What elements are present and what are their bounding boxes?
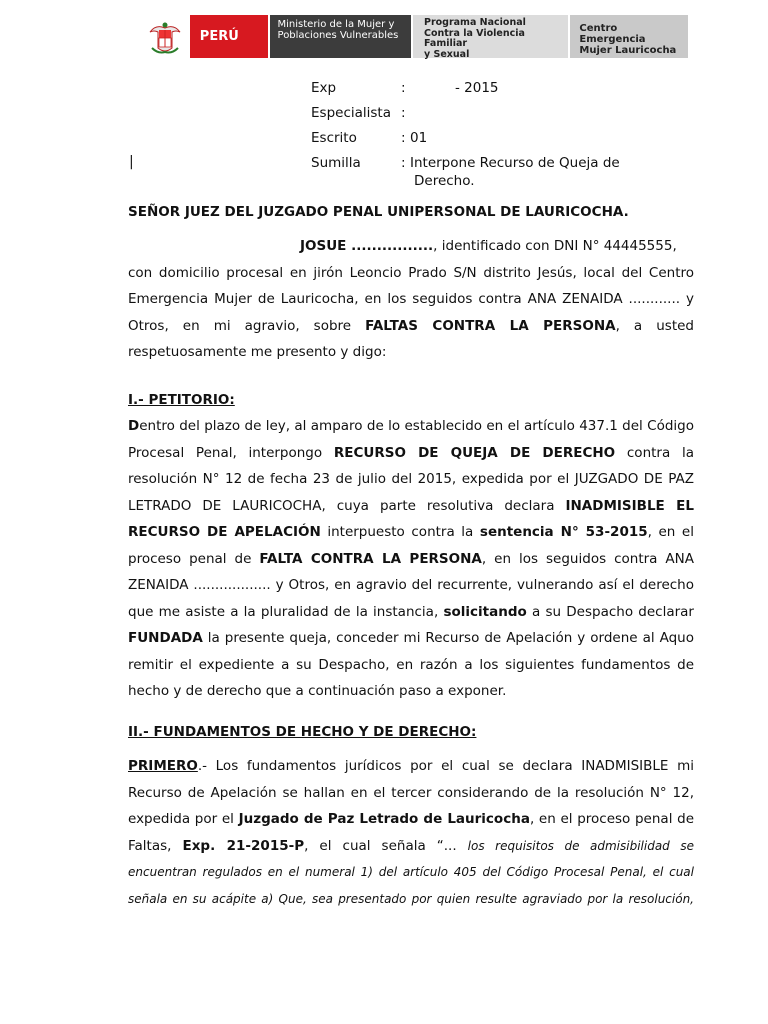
- petitorio-bold: RECURSO DE QUEJA DE DERECHO: [333, 444, 616, 461]
- program-label: [413, 15, 568, 58]
- petitorio-line: [128, 519, 694, 546]
- petitorio-text: entro del plazo de ley, al amparo de lo establecido en el artículo 437.1 del Código: [139, 418, 694, 434]
- fundamentos-quote: los requisitos de admisibilidad se: [467, 838, 694, 853]
- center-line: Centro Emergencia: [579, 23, 646, 45]
- fundamentos-paragraph: [128, 753, 694, 912]
- fundamentos-line: señala en su acápite a) Que, sea presentado por quien resulte agraviado por la resolución,: [128, 891, 694, 906]
- drop-cap: D: [128, 418, 140, 434]
- intro-paragraph: [128, 233, 694, 366]
- petitorio-line: hecho y de derecho que a continuación paso a exponer.: [128, 683, 507, 699]
- petitorio-bold: FALTA CONTRA LA PERSONA: [259, 550, 482, 567]
- intro-text: , a usted: [615, 317, 694, 334]
- petitorio-line: [128, 625, 694, 652]
- petitorio-line: remitir el expediente a su Despacho, en razón a los siguientes fundamentos de: [128, 656, 694, 673]
- center-line: Mujer Lauricocha: [579, 45, 677, 56]
- ministry-line: Poblaciones Vulnerables: [277, 30, 399, 41]
- center-label: [570, 15, 688, 58]
- fundamentos-text: Faltas,: [128, 837, 183, 854]
- petitorio-line: [128, 599, 694, 626]
- exp-colon: :: [401, 80, 406, 96]
- exp-value: - 2015: [455, 80, 499, 96]
- sumilla-value-cont: Derecho.: [414, 173, 475, 189]
- petitorio-text: a su Despacho declarar: [526, 603, 694, 620]
- escrito-colon: :: [401, 130, 406, 146]
- ministry-label: [270, 15, 411, 58]
- text-cursor: |: [129, 154, 134, 170]
- petitorio-bold: sentencia N° 53-2015: [479, 524, 648, 540]
- petitorio-text: la presente queja, conceder mi Recurso de Apelación y ordene al Aquo: [202, 630, 694, 646]
- sumilla-label: Sumilla: [311, 155, 361, 171]
- fundamentos-text: expedida por el: [128, 811, 239, 827]
- petitioner-name: JOSUE ................: [300, 238, 434, 254]
- fundamentos-text: .- Los fundamentos jurídicos por el cual se declara INADMISIBLE mi: [197, 758, 694, 774]
- intro-bold: FALTAS CONTRA LA PERSONA: [365, 317, 616, 334]
- program-line: y Sexual: [423, 48, 470, 60]
- section-1-title: I.- PETITORIO:: [128, 392, 235, 408]
- petitorio-bold: INADMISIBLE EL: [565, 497, 694, 514]
- especialista-colon: :: [401, 105, 406, 121]
- fundamentos-line: Recurso de Apelación se hallan en el tercer considerando de la resolución N° 12,: [128, 784, 694, 801]
- fundamentos-line: [128, 833, 694, 860]
- intro-text: Otros, en mi agravio, sobre: [128, 317, 366, 334]
- program-line: Programa Nacional: [423, 17, 526, 28]
- especialista-label: Especialista: [311, 105, 391, 121]
- sumilla-value: Interpone Recurso de Queja de: [410, 155, 620, 171]
- escrito-label: Escrito: [311, 130, 357, 146]
- petitorio-paragraph: [128, 413, 694, 705]
- petitorio-text: contra la: [615, 444, 694, 461]
- intro-line: [128, 313, 694, 340]
- sumilla-colon: :: [401, 155, 406, 171]
- intro-line: Emergencia Mujer de Lauricocha, en los seguidos contra ANA ZENAIDA ............ y: [128, 291, 694, 307]
- petitorio-text: , en el: [647, 524, 694, 540]
- petitorio-text: proceso penal de: [128, 550, 260, 567]
- intro-line: con domicilio procesal en jirón Leoncio Prado S/N distrito Jesús, local del Centro: [128, 264, 694, 281]
- petitorio-line: [128, 440, 694, 467]
- intro-line: respetuosamente me presento y digo:: [128, 344, 387, 360]
- ministry-line: Ministerio de la Mujer y: [277, 19, 395, 30]
- exp-label: Exp: [311, 80, 337, 96]
- petitorio-line: ZENAIDA .................. y Otros, en agravio del recurrente, vulnerando así el derecho: [128, 577, 694, 593]
- petitorio-text: interpuesto contra la: [320, 524, 480, 540]
- institutional-header: [140, 15, 688, 58]
- petitorio-text: LETRADO DE LAURICOCHA, cuya parte resolutiva declara: [128, 497, 566, 514]
- fundamentos-text: , el cual señala “...: [304, 837, 468, 854]
- coat-of-arms-icon: [140, 15, 190, 58]
- program-line: Contra la Violencia Familiar: [423, 27, 525, 49]
- petitorio-text: Procesal Penal, interpongo: [128, 444, 334, 461]
- peru-label: PERÚ: [190, 15, 268, 58]
- fundamentos-bold: Juzgado de Paz Letrado de Lauricocha: [238, 811, 530, 827]
- fundamentos-text: , en el proceso penal de: [529, 811, 695, 827]
- fundamentos-line: [128, 806, 694, 833]
- petitorio-bold: solicitando: [443, 603, 527, 620]
- escrito-value: 01: [410, 130, 428, 146]
- petitorio-bold: RECURSO DE APELACIÓN: [128, 524, 321, 540]
- addressee: SEÑOR JUEZ DEL JUZGADO PENAL UNIPERSONAL DE LAURICOCHA.: [128, 204, 629, 220]
- petitorio-line: [128, 546, 694, 573]
- intro-text: , identificado con DNI N° 44445555,: [433, 238, 677, 254]
- petitorio-line: resolución N° 12 de fecha 23 de julio del 2015, expedida por el JUZGADO DE PAZ: [128, 471, 694, 487]
- petitorio-bold: FUNDADA: [128, 630, 203, 646]
- fundamentos-line: [128, 753, 694, 780]
- primero-label: PRIMERO: [128, 758, 198, 774]
- petitorio-text: que me asiste a la pluralidad de la instancia,: [128, 603, 444, 620]
- petitorio-text: , en los seguidos contra ANA: [481, 550, 694, 567]
- section-2-title: II.- FUNDAMENTOS DE HECHO Y DE DERECHO:: [128, 724, 477, 740]
- fundamentos-bold: Exp. 21-2015-P: [182, 837, 305, 854]
- fundamentos-line: encuentran regulados en el numeral 1) del artículo 405 del Código Procesal Penal, el cual: [128, 865, 694, 879]
- petitorio-line: [128, 493, 694, 520]
- intro-line: [128, 233, 694, 260]
- petitorio-line: [128, 413, 694, 440]
